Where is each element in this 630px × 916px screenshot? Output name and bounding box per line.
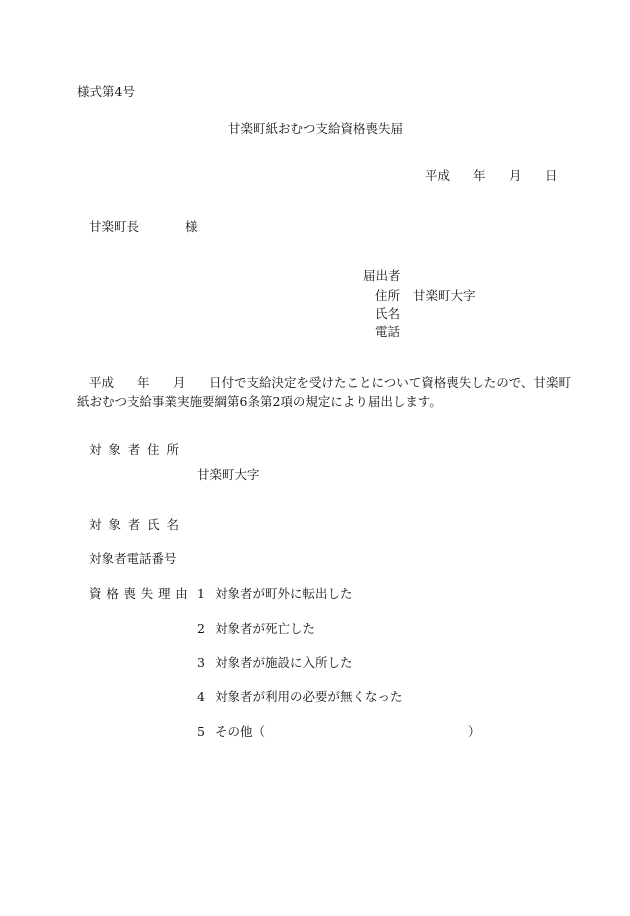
body-era: 平成 [89,375,115,390]
subject-name-label: 対象者氏名 [89,517,186,532]
addressee-name: 甘楽町長 [89,219,140,234]
applicant-label: 届出者 [363,268,401,283]
applicant-address-label: 住所 [375,288,401,303]
reason-text: 対象者が死亡した [215,621,316,636]
reason-label: 資格喪失理由 [89,586,193,601]
subject-address-value: 甘楽町大字 [197,467,260,482]
applicant-name-label: 氏名 [375,306,401,321]
reason-number: 3 [197,655,205,670]
reason-text: 対象者が町外に転出した [215,586,353,601]
date-month: 月 [509,168,522,183]
document-title: 甘楽町紙おむつ支給資格喪失届 [228,121,404,136]
addressee-honorific: 様 [185,219,198,234]
body-line2-text: 紙おむつ支給事業実施要綱第6条第2項の規定により届出します。 [77,394,442,409]
reason-number: 1 [197,586,205,601]
reason-number: 4 [197,689,205,704]
reason-text: 対象者が利用の必要が無くなった [215,689,403,704]
subject-phone-label: 対象者電話番号 [89,551,177,566]
reason-number: 5 [197,724,205,739]
date-day: 日 [545,168,558,183]
form-number: 様式第4号 [77,84,135,99]
reason-number: 2 [197,621,205,636]
reason-text: 対象者が施設に入所した [215,655,353,670]
reason-other-close: ） [468,724,481,739]
date-era: 平成 [425,168,451,183]
applicant-address-value: 甘楽町大字 [413,288,476,303]
reason-text: その他（ [215,724,266,739]
body-line1-text: 日付で支給決定を受けたことについて資格喪失したので、甘楽町 [209,375,572,390]
applicant-phone-label: 電話 [375,324,401,339]
body-year: 年 [137,375,150,390]
date-year: 年 [473,168,486,183]
subject-address-label: 対象者住所 [89,442,186,457]
body-month: 月 [173,375,186,390]
